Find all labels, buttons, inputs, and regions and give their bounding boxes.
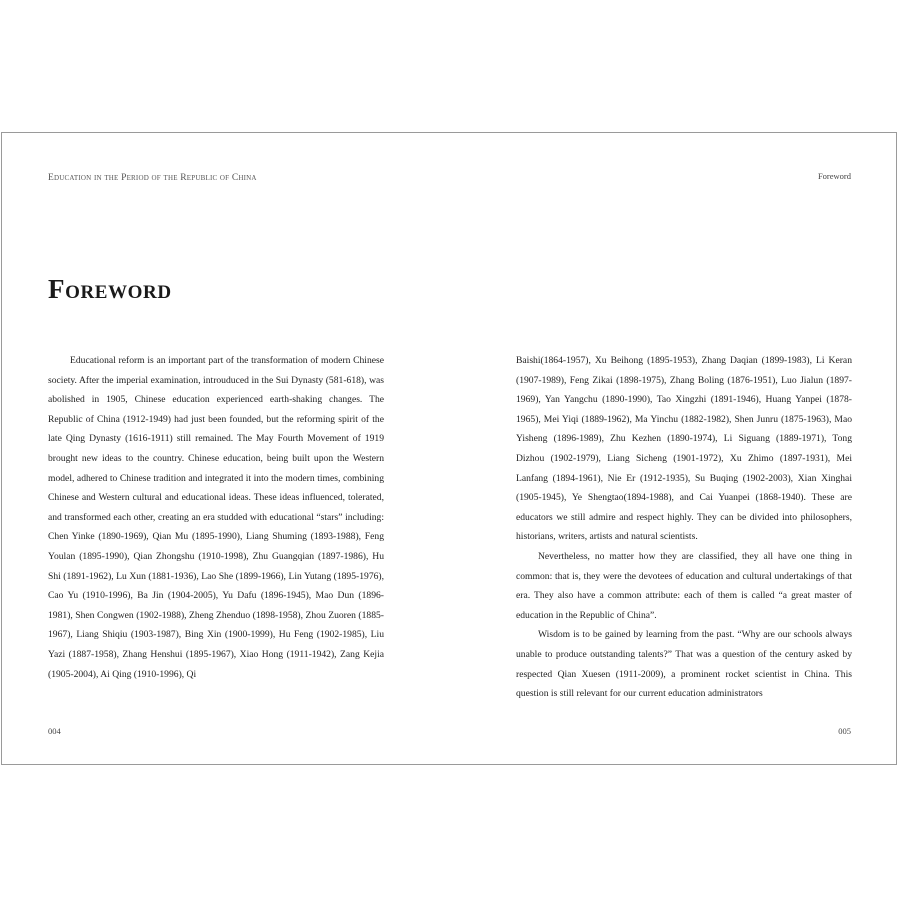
- left-page-body: [48, 351, 384, 684]
- running-head-book-title: Education in the Period of the Republic of China: [48, 173, 257, 183]
- chapter-title: Foreword: [48, 274, 172, 304]
- page-number-right: 005: [838, 726, 851, 736]
- right-page-body: [516, 351, 852, 704]
- right-paragraph-3: Wisdom is to be gained by learning from the past. “Why are our schools always unable to produce outstanding talents?” That was a question of the century asked by respected Qian Xuesen (1911-2009), a prominent rocket scientist in China. This question is still relevant for our current education administrators: [516, 629, 852, 700]
- book-spread: [1, 132, 897, 765]
- page-number-left: 004: [48, 726, 61, 736]
- right-paragraph-2: Nevertheless, no matter how they are classified, they all have one thing in common: that is, they were the devotees of education and cultural undertakings of that era. They also have a common attribute: each of them is called “a great master of education in the Republic of China”.: [516, 550, 852, 621]
- right-paragraph-1: Baishi(1864-1957), Xu Beihong (1895-1953), Zhang Daqian (1899-1983), Li Keran (1907-1989), Feng Zikai (1898-1975), Zhang Boling (1876-1951), Luo Jialun (1897-1969), Yan Yangchu (1890-1990), Tao Xingzhi (1891-1946), Huang Yanpei (1878-1965), Mei Yiqi (1889-1962), Ma Yinchu (1882-1982), Shen Junru (1875-1963), Mao Yisheng (1896-1989), Zhu Kezhen (1890-1974), Li Siguang (1889-1971), Tong Dizhou (1902-1979), Liang Sicheng (1901-1972), Xu Zhimo (1897-1931), Mei Lanfang (1894-1961), Nie Er (1912-1935), Su Buqing (1902-2003), Xian Xinghai (1905-1945), Ye Shengtao(1894-1988), and Cai Yuanpei (1868-1940). These are educators we still admire and respect highly. They can be divided into philosophers, historians, writers, artists and natural scientists.: [516, 355, 852, 543]
- left-paragraph-1: Educational reform is an important part of the transformation of modern Chinese society. After the imperial examination, introuduced in the Sui Dynasty (581-618), was abolished in 1905, Chinese education experienced earth-shaking changes. The Republic of China (1912-1949) had just been founded, but the reforming spirit of the late Qing Dynasty (1616-1911) still remained. The May Fourth Movement of 1919 brought new ideas to the country. Chinese education, being built upon the Western model, adhered to Chinese tradition and integrated it into the modern times, combining Chinese and Western cultural and educational ideas. These ideas influenced, tolerated, and transformed each other, creating an era studded with educational “stars” including: Chen Yinke (1890-1969), Qian Mu (1895-1990), Liang Shuming (1893-1988), Feng Youlan (1895-1990), Qian Zhongshu (1910-1998), Zhu Guangqian (1897-1986), Hu Shi (1891-1962), Lu Xun (1881-1936), Lao She (1899-1966), Lin Yutang (1895-1976), Cao Yu (1910-1996), Ba Jin (1904-2005), Yu Dafu (1896-1945), Mao Dun (1896-1981), Shen Congwen (1902-1988), Zheng Zhenduo (1898-1958), Zhou Zuoren (1885-1967), Liang Shiqiu (1903-1987), Bing Xin (1900-1999), Hu Feng (1902-1985), Liu Yazi (1887-1958), Zhang Henshui (1895-1967), Xiao Hong (1911-1942), Zang Kejia (1905-2004), Ai Qing (1910-1996), Qi: [48, 355, 384, 680]
- running-head-section: Foreword: [817, 171, 851, 181]
